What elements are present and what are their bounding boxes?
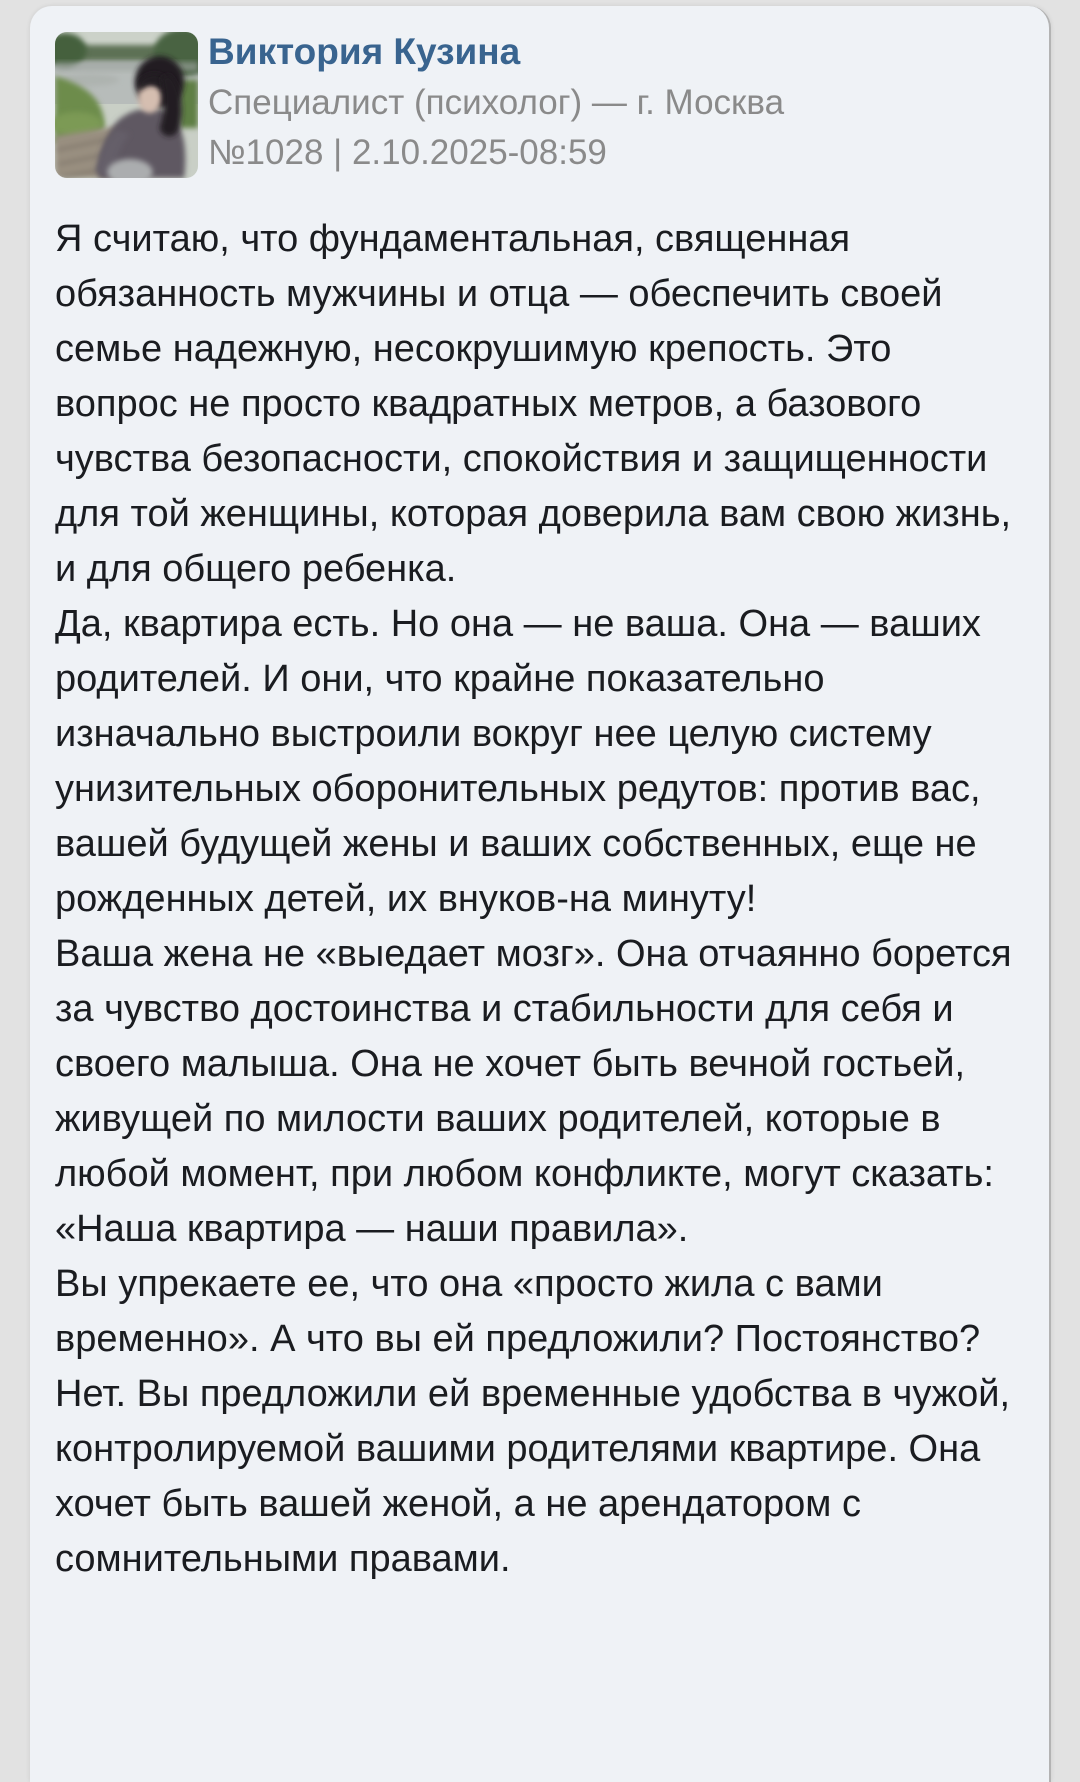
post-text [55,212,1017,1587]
post-paragraph: Я считаю, что фундаментальная, священная обязанность мужчины и отца — обеспечить своей семье надежную, несокрушимую крепость. Это вопрос не просто квадратных метров, а базового чувства безопасности, спокойствия и защищенности для той женщины, которая доверила вам свою жизнь, и для общего ребенка. [55,218,1012,590]
post-paragraph: Да, квартира есть. Но она — не ваша. Она — ваших родителей. И они, что крайне показательно изначально выстроили вокруг нее целую систему унизительных оборонительных редутов: против вас, вашей будущей жены и ваших собственных, еще не рожденных детей, их внуков-на минуту! [55,603,981,920]
post-paragraph: Ваша жена не «выедает мозг». Она отчаянно борется за чувство достоинства и стабильности для себя и своего малыша. Она не хочет быть вечной гостьей, живущей по милости ваших родителей, которые в любой момент, при любом конфликте, могут сказать: «Наша квартира — наши правила». [55,933,1012,1250]
author-role: Специалист (психолог) — г. Москва [208,83,785,122]
author-header [208,26,1008,178]
post-paragraph: Вы упрекаете ее, что она «просто жила с вами временно». А что вы ей предложили? Постоянство? Нет. Вы предложили ей временные удобства в чужой, контролируемой вашими родителями квартире. Она хочет быть вашей женой, а не арендатором с сомнительными правами. [55,1263,1011,1580]
avatar-photo [55,32,198,178]
author-name-link[interactable]: Виктория Кузина [208,31,521,72]
author-avatar[interactable] [55,32,198,178]
answer-card [30,6,1051,1782]
post-number-and-date: №1028 | 2.10.2025-08:59 [208,133,607,172]
